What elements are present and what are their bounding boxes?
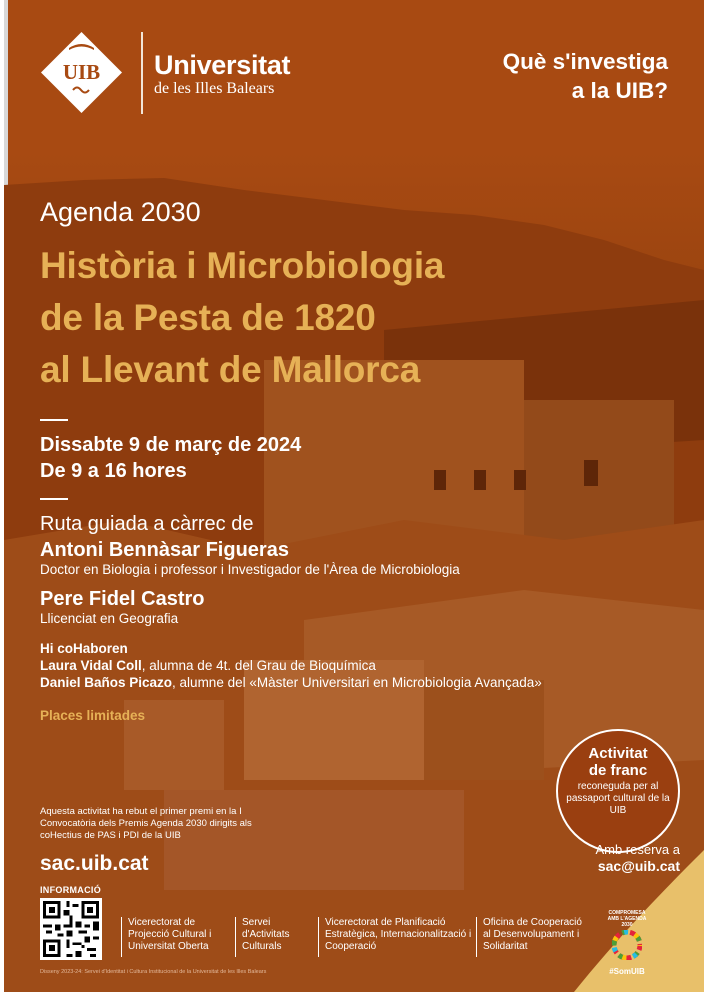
- poster: [4, 0, 704, 992]
- divider-2: [40, 498, 68, 500]
- reservation-label: Amb reserva a: [595, 842, 680, 857]
- uib-logo: [39, 30, 124, 115]
- guide-role: Llicenciat en Geografia: [40, 611, 179, 626]
- event-datetime: [40, 432, 301, 484]
- org-vicerectorat-planificacio: Vicerectorat de Planificació Estratègica, Internacionalització i Cooperació: [318, 917, 475, 957]
- title-line-1: Història i Microbiologia: [40, 245, 445, 286]
- collaborator-role: , alumna de 4t. del Grau de Bioquímica: [141, 658, 376, 673]
- org-servei-activitats: Servei d'Activitats Culturals: [235, 917, 310, 957]
- tagline-line-2: a la UIB?: [571, 78, 668, 103]
- badge-line-2: de franc: [588, 762, 648, 779]
- collaborator-name: Daniel Baños Picazo: [40, 675, 173, 690]
- guide-name: Antoni Bennàsar Figueras: [40, 539, 289, 561]
- event-series: Agenda 2030: [40, 197, 201, 227]
- design-credit: Disseny 2023-24: Servei d'Identitat i Cultura Institucional de la Universitat de les Illes Balears: [40, 969, 267, 975]
- title-line-2: de la Pesta de 1820: [40, 297, 376, 338]
- svg-text:UIB: UIB: [62, 60, 101, 84]
- collaborator-item: [40, 674, 542, 691]
- reservation-email-link[interactable]: sac@uib.cat: [597, 858, 680, 874]
- header-divider: [141, 32, 143, 114]
- guide-intro: Ruta guiada a càrrec de: [40, 513, 254, 535]
- collaborator-item: [40, 657, 542, 674]
- university-name: Universitat: [154, 50, 291, 80]
- reservation: [595, 842, 680, 874]
- event-time: De 9 a 16 hores: [40, 460, 187, 482]
- sdg-commitment: [604, 910, 650, 976]
- university-subtitle: de les Illes Balears: [154, 80, 275, 97]
- tagline: [418, 47, 668, 105]
- collab-title: Hi coHaboren: [40, 641, 128, 656]
- sdg-text: COMPROMESA AMB L'AGENDA 2030: [607, 910, 647, 928]
- collaborators: [40, 640, 542, 691]
- title-line-3: al Llevant de Mallorca: [40, 349, 421, 390]
- website-link[interactable]: sac.uib.cat: [40, 852, 149, 875]
- org-vicerectorat-cultural: Vicerectorat de Projecció Cultural i Universitat Oberta: [121, 917, 232, 957]
- divider-1: [40, 419, 68, 421]
- qr-code-icon[interactable]: [40, 898, 102, 960]
- sdg-wheel-icon: [612, 930, 642, 960]
- badge-note: reconeguda per al passaport cultural de la UIB: [566, 781, 670, 816]
- tagline-line-1: Què s'investiga: [502, 49, 668, 74]
- org-oficina-cooperacio: Oficina de Cooperació al Desenvolupament i Solidaritat: [476, 917, 591, 957]
- guide-role: Doctor en Biologia i professor i Investigador de l'Àrea de Microbiologia: [40, 562, 460, 577]
- badge-line-1: Activitat: [588, 745, 648, 762]
- guide-name: Pere Fidel Castro: [40, 588, 205, 610]
- event-title: [40, 240, 680, 396]
- collaborator-role: , alumne del «Màster Universitari en Microbiologia Avançada»: [172, 675, 542, 690]
- collaborator-name: Laura Vidal Coll: [40, 658, 142, 673]
- event-date: Dissabte 9 de març de 2024: [40, 434, 302, 456]
- award-note: Aquesta activitat ha rebut el primer premi en la I Convocatòria dels Premis Agenda 2030 dirigits als coHectius de PAS i PDI de la UIB: [40, 806, 252, 841]
- hashtag: #SomUIB: [609, 967, 645, 976]
- info-label: INFORMACIÓ: [40, 885, 101, 895]
- free-activity-badge: [556, 729, 680, 853]
- places-limited: Places limitades: [40, 708, 146, 723]
